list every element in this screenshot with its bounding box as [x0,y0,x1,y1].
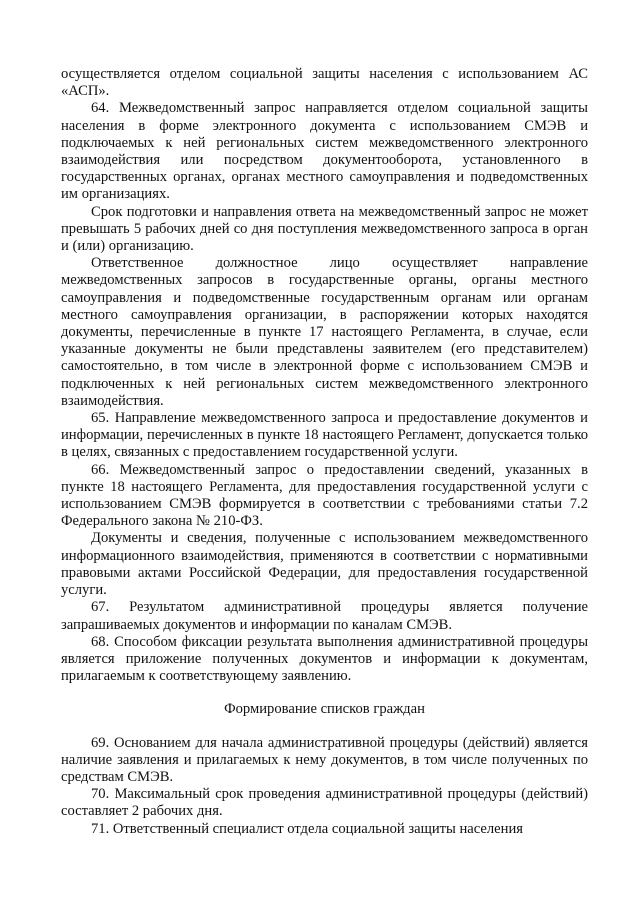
paragraph-70: 70. Максимальный срок проведения административной процедуры (действий) составляет 2 рабочих дня. [61,786,588,820]
paragraph-69: 69. Основанием для начала административной процедуры (действий) является наличие заявления и прилагаемых к нему документов, в том числе полученных по средствам СМЭВ. [61,734,588,785]
paragraph-continuation: осуществляется отделом социальной защиты населения с использованием АС «АСП». [61,66,588,100]
paragraph-65: 65. Направление межведомственного запроса и предоставление документов и информации, перечисленных в пункте 18 настоящего Регламент, допускается только в целях, связанных с предоставлением государственной услуги. [61,410,588,461]
section-heading: Формирование списков граждан [224,701,425,718]
paragraph-68: 68. Способом фиксации результата выполнения административной процедуры является приложение полученных документов и информации к документам, прилагаемым к соответствующему заявлению. [61,633,588,685]
paragraph-66-documents: Документы и сведения, полученные с использованием межведомственного информационного взаимодействия, применяются в соответствии с нормативными правовыми актами Российской Федерации, для предоставления государственной услуги. [61,530,588,599]
paragraph-67: 67. Результатом административной процедуры является получение запрашиваемых документов и информации по каналам СМЭВ. [61,599,588,633]
paragraph-71: 71. Ответственный специалист отдела социальной защиты населения [91,820,523,837]
paragraph-64-deadline: Срок подготовки и направления ответа на межведомственный запрос не может превышать 5 рабочих дней со дня поступления межведомственного запроса в орган и (или) организацию. [61,203,588,255]
paragraph-66: 66. Межведомственный запрос о предоставлении сведений, указанных в пункте 18 настоящего Регламента, для предоставления государственной услуги с использованием СМЭВ формируется в соответствии с требованиями статьи 7.2 Федерального закона № 210-ФЗ. [61,461,588,530]
paragraph-64: 64. Межведомственный запрос направляется отделом социальной защиты населения в форме электронного документа с использованием СМЭВ и подключаемых к ней региональных систем межведомственного электронного взаимодействия или посредством документооборота, установленного в государственных органах, органах местного самоуправления и подведомственных им организациях. [61,100,588,203]
paragraph-64-responsible: Ответственное должностное лицо осуществляет направление межведомственных запросов в государственные органы, органы местного самоуправления и подведомственные государственным органам или органам местного самоуправления организации, в распоряжении которых находятся документы, перечисленные в пункте 17 настоящего Регламента, в случае, если указанные документы не были представлены заявителем (его представителем) самостоятельно, в том числе в электронной форме с использованием СМЭВ и подключенных к ней региональных систем межведомственного электронного взаимодействия. [61,255,588,409]
